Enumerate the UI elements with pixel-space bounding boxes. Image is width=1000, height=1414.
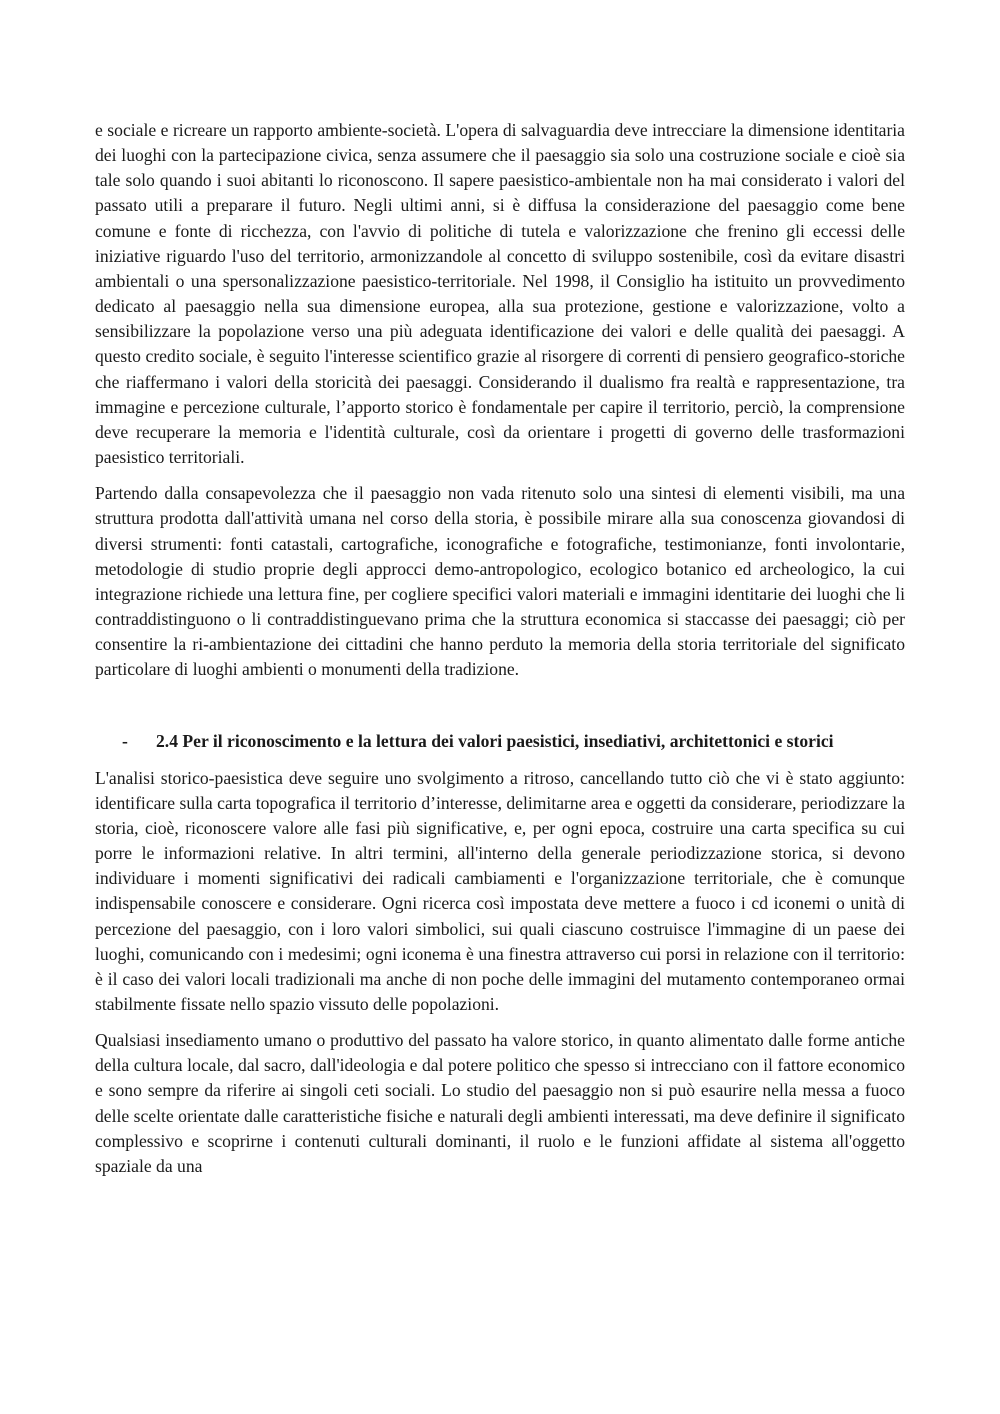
body-paragraph: Qualsiasi insediamento umano o produttivo del passato ha valore storico, in quanto alimentato dalle forme antiche della cultura locale, dal sacro, dall'ideologia e dal potere politico che spesso si intrecciano con il fattore economico e sono sempre da riferire ai singoli ceti sociali. Lo studio del paesaggio non si può esaurire nella messa a fuoco delle scelte orientate dalle caratteristiche fisiche e naturali degli ambienti interessati, ma deve definire il significato complessivo e scoprirne i contenuti culturali dominanti, il ruolo e le funzioni affidate al sistema all'oggetto spaziale da una [95, 1030, 905, 1176]
heading-bullet: - [122, 731, 128, 752]
section-spacer [95, 682, 905, 729]
section-heading-text: 2.4 Per il riconoscimento e la lettura dei valori paesistici, insediativi, architettonici e storici [156, 731, 834, 752]
paragraph-spacer [95, 470, 905, 481]
document-page [95, 118, 905, 1179]
body-paragraph: L'analisi storico-paesistica deve seguire uno svolgimento a ritroso, cancellando tutto ciò che vi è stato aggiunto: identificare sulla carta topografica il territorio d’interesse, delimitarne area e oggetti da considerare, periodizzare la storia, cioè, riconoscere valore alle fasi più significative, e, per ogni epoca, costruire una carta specifica su cui porre le informazioni relative. In altri termini, all'interno della generale periodizzazione storica, si devono individuare i momenti significativi dei radicali cambiamenti e l'organizzazione territoriale, che è comunque indispensabile conoscere e considerare. Ogni ricerca così impostata deve mettere a fuoco i cd iconemi o unità di percezione del paesaggio, con i loro valori simbolici, sui quali ciascuno costruisce l'immagine di un paese dei luoghi, comunicando con i medesimi; ogni iconema è una finestra attraverso cui porsi in relazione con il territorio: è il caso dei valori locali tradizionali ma anche di non poche delle immagini del mutamento contemporaneo ormai stabilmente fissate nello spazio vissuto delle popolazioni. [95, 767, 905, 1014]
paragraph-spacer [95, 755, 905, 766]
body-paragraph: Partendo dalla consapevolezza che il paesaggio non vada ritenuto solo una sintesi di elementi visibili, ma una struttura prodotta dall'attività umana nel corso della storia, è possibile mirare alla sua conoscenza giovandosi di diversi strumenti: fonti catastali, cartografiche, iconografiche e fotografiche, testimonianze, fonti involontarie, metodologie di studio proprie degli approcci demo-antropologico, ecologico botanico ed archeologico, la cui integrazione richiede una lettura fine, per cogliere specifici valori materiali e immagini identitarie dei luoghi che li contraddistinguono o li contraddistinguevano prima che la struttura economica si staccasse dei paesaggi; ciò per consentire la ri-ambientazione dei cittadini che hanno perduto la memoria della storia territoriale del significato particolare di luoghi ambienti o monumenti della tradizione. [95, 483, 905, 680]
paragraph-spacer [95, 1017, 905, 1028]
body-paragraph: e sociale e ricreare un rapporto ambiente-società. L'opera di salvaguardia deve intrecciare la dimensione identitaria dei luoghi con la partecipazione civica, senza assumere che il paesaggio sia solo una costruzione sociale e cioè sia tale solo quando i suoi abitanti lo riconoscono. Il sapere paesistico-ambientale non ha mai considerato i valori del passato utili a preparare il futuro. Negli ultimi anni, si è diffusa la considerazione del paesaggio come bene comune e fonte di ricchezza, con l'avvio di politiche di tutela e valorizzazione che frenino gli eccessi delle iniziative riguardo l'uso del territorio, armonizzandole al concetto di sviluppo sostenibile, così da evitare disastri ambientali o una spersonalizzazione paesistico-territoriale. Nel 1998, il Consiglio ha istituito un provvedimento dedicato al paesaggio nella sua dimensione europea, alla sua protezione, gestione e valorizzazione, volto a sensibilizzare la popolazione verso una più adeguata identificazione dei valori e delle qualità dei paesaggi. A questo credito sociale, è seguito l'interesse scientifico grazie al risorgere di correnti di pensiero geografico-storiche che riaffermano i valori della storicità dei paesaggi. Considerando il dualismo fra realtà e rappresentazione, tra immagine e percezione culturale, l’apporto storico è fondamentale per capire il territorio, perciò, la comprensione deve recuperare la memoria e l'identità culturale, così da orientare i progetti di governo delle trasformazioni paesistico territoriali. [95, 120, 905, 468]
section-heading [95, 729, 905, 754]
